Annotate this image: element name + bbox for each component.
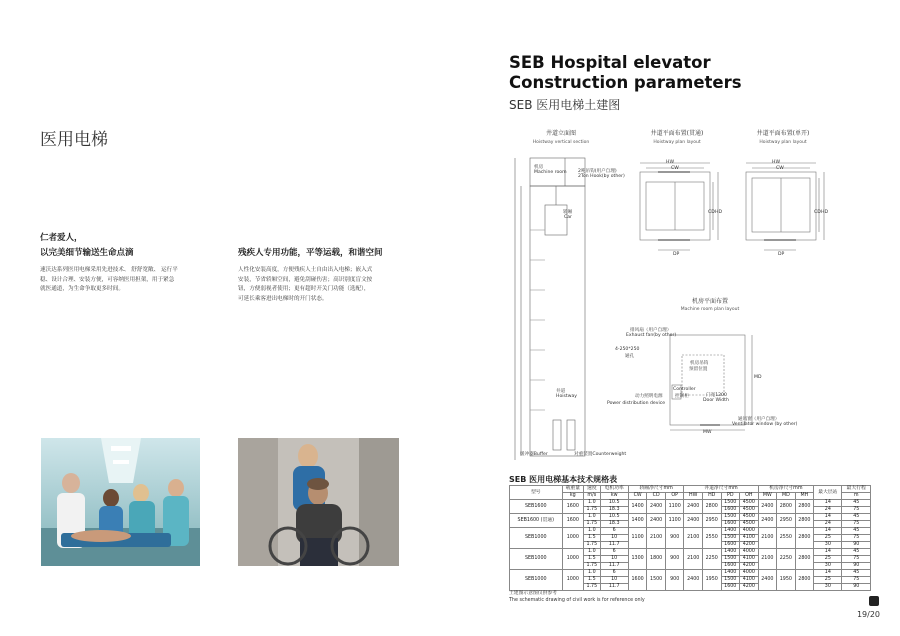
cell-hw: 2100 [684, 528, 703, 549]
cell-cw: 1300 [628, 549, 647, 570]
cell-hw: 2400 [684, 500, 703, 514]
cell-oh: 4500 [740, 507, 759, 514]
label-power-en: Power distribution device [607, 401, 666, 406]
diagram-caption: 机房平面布置 [691, 298, 728, 305]
label-door-en: Door Width [703, 398, 729, 403]
label-door: 门宽1200 [706, 393, 727, 398]
cell-stops: 14 [814, 549, 842, 556]
header-shaft: 井道净尺寸mm [684, 486, 758, 493]
diagram-caption: 井道平面布置(贯通) [650, 130, 704, 137]
slogan-line: 仁者爱人， [40, 233, 83, 243]
cell-speed: 1.75 [584, 584, 600, 591]
label-vent: 通风窗（用户自理） [738, 417, 780, 422]
hoistway-plan-through-drawing [628, 158, 728, 258]
table-row [510, 549, 871, 556]
cell-power: 6 [600, 528, 628, 535]
cell-pd: 1600 [721, 507, 740, 514]
cell-op: 1100 [665, 514, 684, 528]
cell-speed: 1.0 [584, 528, 600, 535]
spec-table-container [509, 485, 871, 591]
label-exhaust-en: Exhaust fan(by other) [626, 333, 677, 338]
table-row [510, 500, 871, 507]
cell-power: 10 [600, 577, 628, 584]
cell-speed: 1.75 [584, 542, 600, 549]
dim-cd: CD [708, 210, 715, 215]
slogan-accessibility: 残疾人专用功能，平等运载，和谐空间 [238, 248, 383, 258]
cell-op: 900 [665, 549, 684, 570]
cell-travel: 75 [842, 556, 871, 563]
cell-speed: 1.0 [584, 514, 600, 521]
cell-cd: 1500 [647, 570, 666, 591]
cell-speed: 1.0 [584, 549, 600, 556]
dim-hd: HD [821, 210, 828, 215]
spec-table: 型号 载重量 速度 电机功率 轿厢净尺寸mm 井道净尺寸mm 机房净尺寸mm 最大层站 最大行程 kg m/s kw CW CD OP HW HD PD OH MW MD MH m SEB1600 1600 1.0 10.5 1400 2400 1100 2400 2800 1500 4500 2400 2800 2800 14 45 1.75 18.3 1600 4500 24 75 SEB1600 (贯通) 1600 1.0 10.5 1400 2400 1100 2400 2950 1500 4500 2400 2950 2800 14 45 1.75 18.3 1600 4500 24 75 SEB1000 1000 1.0 6 1100 2100 900 2100 2550 1400 4000 2100 2550 2800 14 45 1.5 10 1500 4100 25 75 1.75 11.7 1600 4200 30 90 SEB1000 1000 1.0 6 1300 1800 900 2100 2250 1400 4000 2100 2250 2800 14 45 1.5 10 1500 4100 25 75 1.75 11.7 1600 4200 30 90 SEB1000 1000 1.0 6 1600 1500 900 2400 1950 1400 4000 2400 1950 2800 14 45 1.5 10 1500 4100 25 75 1.75 11.7 1600 4200 30 90 [509, 485, 871, 591]
cell-op: 900 [665, 528, 684, 549]
table-row [510, 528, 871, 535]
cell-oh: 4200 [740, 563, 759, 570]
cell-hw: 2400 [684, 570, 703, 591]
cell-oh: 4500 [740, 500, 759, 507]
cell-cw: 1100 [628, 528, 647, 549]
diagram-caption: 井道平面布置(单开) [756, 130, 810, 137]
cell-stops: 24 [814, 507, 842, 514]
cell-load: 1000 [562, 528, 584, 549]
cell-hd: 2950 [702, 514, 721, 528]
cell-hw: 2100 [684, 549, 703, 570]
header-model: 型号 [510, 486, 563, 500]
cell-speed: 1.75 [584, 507, 600, 514]
cell-travel: 75 [842, 521, 871, 528]
cell-mw: 2400 [758, 514, 777, 528]
cell-power: 11.7 [600, 584, 628, 591]
cell-travel: 45 [842, 549, 871, 556]
wheelchair-patient-photo [238, 438, 399, 566]
cell-travel: 90 [842, 584, 871, 591]
page-icon [869, 596, 879, 606]
cell-power: 18.3 [600, 521, 628, 528]
cell-pd: 1500 [721, 500, 740, 507]
reference-note: 土建图示意图仅供参考 The schematic drawing of civil work is for reference only [509, 591, 645, 603]
cell-stops: 25 [814, 577, 842, 584]
diagram-caption-en: Hoistway vertical section [532, 140, 590, 145]
dim-dp: DP [673, 252, 680, 257]
slogan-line: 以完美细节输送生命点滴 [40, 248, 134, 258]
slogan-block [40, 231, 134, 261]
cell-oh: 4100 [740, 535, 759, 542]
cell-pd: 1600 [721, 521, 740, 528]
cell-travel: 45 [842, 500, 871, 507]
cell-load: 1600 [562, 514, 584, 528]
cell-travel: 75 [842, 507, 871, 514]
cell-md: 2800 [777, 500, 796, 514]
cell-cd: 2400 [647, 514, 666, 528]
label-car-en: Car [564, 215, 572, 220]
cell-load: 1600 [562, 500, 584, 514]
label-hook-en: 2Ton Hook(by other) [578, 174, 625, 179]
cell-cd: 1800 [647, 549, 666, 570]
cell-power: 10.5 [600, 514, 628, 521]
cell-power: 10 [600, 535, 628, 542]
label-exhaust: 排风扇（用户自理） [630, 328, 672, 333]
dim-cw: CW [671, 166, 679, 171]
cell-speed: 1.5 [584, 556, 600, 563]
dim-hw: HW [772, 160, 780, 165]
label-hoistway: 井道 [556, 389, 566, 394]
header-room: 机房净尺寸mm [758, 486, 814, 493]
header-stops: 最大层站 [814, 486, 842, 500]
cell-oh: 4000 [740, 528, 759, 535]
cell-pd: 1500 [721, 577, 740, 584]
label-hook-position: 机房吊钩 [690, 361, 709, 366]
dim-cd: CD [814, 210, 821, 215]
cell-mh: 2800 [795, 500, 814, 514]
cell-mh: 2800 [795, 549, 814, 570]
dim-hw: HW [666, 160, 674, 165]
label-machine-room-en: Machine room [534, 170, 567, 175]
cell-stops: 30 [814, 584, 842, 591]
label-machine-room: 机房 [534, 165, 544, 170]
cell-model: SEB1000 [510, 549, 563, 570]
cell-pd: 1400 [721, 570, 740, 577]
cell-cw: 1600 [628, 570, 647, 591]
cell-mh: 2800 [795, 514, 814, 528]
cell-oh: 4100 [740, 577, 759, 584]
cell-stops: 25 [814, 535, 842, 542]
cell-power: 6 [600, 570, 628, 577]
label-power: 动力照明电源 [635, 394, 663, 399]
cell-pd: 1600 [721, 542, 740, 549]
cell-hd: 2800 [702, 500, 721, 514]
title-en-line1: SEB Hospital elevator [509, 53, 711, 72]
cell-power: 18.3 [600, 507, 628, 514]
cell-oh: 4100 [740, 556, 759, 563]
label-hole: 4-250*250 [615, 347, 640, 352]
cell-hw: 2400 [684, 514, 703, 528]
cell-stops: 14 [814, 500, 842, 507]
cell-stops: 30 [814, 563, 842, 570]
label-controller: Controller [673, 387, 696, 392]
dim-dp: DP [778, 252, 785, 257]
cell-op: 1100 [665, 500, 684, 514]
cell-mw: 2100 [758, 549, 777, 570]
label-hook-position-2: 预留位置 [689, 367, 708, 372]
cell-model: SEB1600 (贯通) [510, 514, 563, 528]
cell-power: 11.7 [600, 563, 628, 570]
cell-op: 900 [665, 570, 684, 591]
cell-stops: 14 [814, 514, 842, 521]
label-vent-en: Ventilator window (by other) [732, 422, 798, 427]
label-controller-2: 控制柜 [675, 394, 689, 399]
diagram-caption-en: Machine room plan layout [680, 307, 740, 312]
cell-travel: 45 [842, 570, 871, 577]
cell-travel: 45 [842, 514, 871, 521]
cell-speed: 1.0 [584, 500, 600, 507]
label-car: 轿厢 [563, 210, 573, 215]
cell-oh: 4500 [740, 521, 759, 528]
dim-cw: CW [776, 166, 784, 171]
cell-travel: 75 [842, 577, 871, 584]
cell-speed: 1.75 [584, 521, 600, 528]
hospital-staff-photo [41, 438, 200, 566]
cell-speed: 1.5 [584, 577, 600, 584]
label-hole-2: 通孔 [625, 354, 635, 359]
cell-md: 1950 [777, 570, 796, 591]
cell-pd: 1500 [721, 535, 740, 542]
cell-md: 2950 [777, 514, 796, 528]
cell-travel: 75 [842, 535, 871, 542]
cell-speed: 1.0 [584, 570, 600, 577]
cell-stops: 25 [814, 556, 842, 563]
cell-pd: 1500 [721, 556, 740, 563]
dim-hd: HD [715, 210, 722, 215]
cell-stops: 14 [814, 570, 842, 577]
cell-md: 2250 [777, 549, 796, 570]
cell-hd: 2550 [702, 528, 721, 549]
cell-oh: 4200 [740, 584, 759, 591]
cell-cw: 1400 [628, 500, 647, 514]
dim-md: MD [754, 375, 762, 380]
cell-mh: 2800 [795, 528, 814, 549]
cell-power: 11.7 [600, 542, 628, 549]
title-en-line2: Construction parameters [509, 73, 742, 92]
cell-cd: 2400 [647, 500, 666, 514]
cell-mh: 2800 [795, 570, 814, 591]
cell-power: 6 [600, 549, 628, 556]
hoistway-vertical-section-drawing [505, 150, 615, 470]
header-car: 轿厢净尺寸mm [628, 486, 684, 493]
hoistway-plan-single-drawing [738, 158, 838, 258]
cell-power: 10 [600, 556, 628, 563]
cell-pd: 1600 [721, 563, 740, 570]
cell-pd: 1400 [721, 528, 740, 535]
cell-travel: 90 [842, 563, 871, 570]
diagram-caption-en: Hoistway plan layout [759, 140, 807, 145]
cell-hd: 2250 [702, 549, 721, 570]
cell-speed: 1.75 [584, 563, 600, 570]
table-row [510, 570, 871, 577]
cell-mw: 2400 [758, 570, 777, 591]
accessibility-paragraph: 人性化安装高度，方便残疾人士自由出入电梯；嵌入式 安装，节省轿厢空间，避免刮碰伤害；高识别度盲文按 钮，方便弱视者使用；更有超时开关门功能（选配）， 可延长乘客进出电梯时的开门状态。 [238, 267, 373, 302]
cell-oh: 4500 [740, 514, 759, 521]
cell-mw: 2100 [758, 528, 777, 549]
cell-mw: 2400 [758, 500, 777, 514]
cell-load: 1000 [562, 549, 584, 570]
label-counterweight: 对重装置Counterweight [574, 452, 627, 457]
dim-mw: MW [703, 430, 712, 435]
header-speed: 速度 [584, 486, 600, 493]
cell-travel: 45 [842, 528, 871, 535]
spec-table-title: SEB 医用电梯基本技术规格表 [509, 475, 618, 484]
cell-oh: 4200 [740, 542, 759, 549]
cell-pd: 1600 [721, 584, 740, 591]
cell-stops: 14 [814, 528, 842, 535]
cell-load: 1000 [562, 570, 584, 591]
diagram-caption: 井道立面图 [545, 130, 576, 137]
cell-oh: 4000 [740, 570, 759, 577]
cell-stops: 24 [814, 521, 842, 528]
cell-pd: 1400 [721, 549, 740, 556]
cell-hd: 1950 [702, 570, 721, 591]
cell-travel: 90 [842, 542, 871, 549]
header-travel: 最大行程 [842, 486, 871, 493]
cell-speed: 1.5 [584, 535, 600, 542]
cell-model: SEB1000 [510, 528, 563, 549]
page-number: 19/20 [856, 610, 880, 619]
diagram-caption-en: Hoistway plan layout [653, 140, 701, 145]
page-title: 医用电梯 [40, 130, 108, 150]
cell-md: 2550 [777, 528, 796, 549]
header-power: 电机功率 [600, 486, 628, 493]
header-load: 载重量 [562, 486, 584, 493]
label-buffer: 缓冲器Buffer [520, 452, 548, 457]
table-row [510, 514, 871, 521]
cell-cd: 2100 [647, 528, 666, 549]
cell-cw: 1400 [628, 514, 647, 528]
intro-paragraph: 速沃达系列医用电梯采用先进技术、 舒舒宽敞、 运行平 稳、设计合理、安装方便，可容纳医用担架，用于紧急 就医通道，为生命争取更多时间。 [40, 267, 178, 292]
label-hoistway-en: Hoistway [556, 394, 578, 399]
label-hook: 2吨吊钩(用户自理) [578, 169, 617, 174]
title-cn: SEB 医用电梯土建图 [509, 98, 621, 112]
cell-oh: 4000 [740, 549, 759, 556]
cell-power: 10.5 [600, 500, 628, 507]
cell-model: SEB1600 [510, 500, 563, 514]
cell-pd: 1500 [721, 514, 740, 521]
cell-stops: 30 [814, 542, 842, 549]
cell-model: SEB1000 [510, 570, 563, 591]
